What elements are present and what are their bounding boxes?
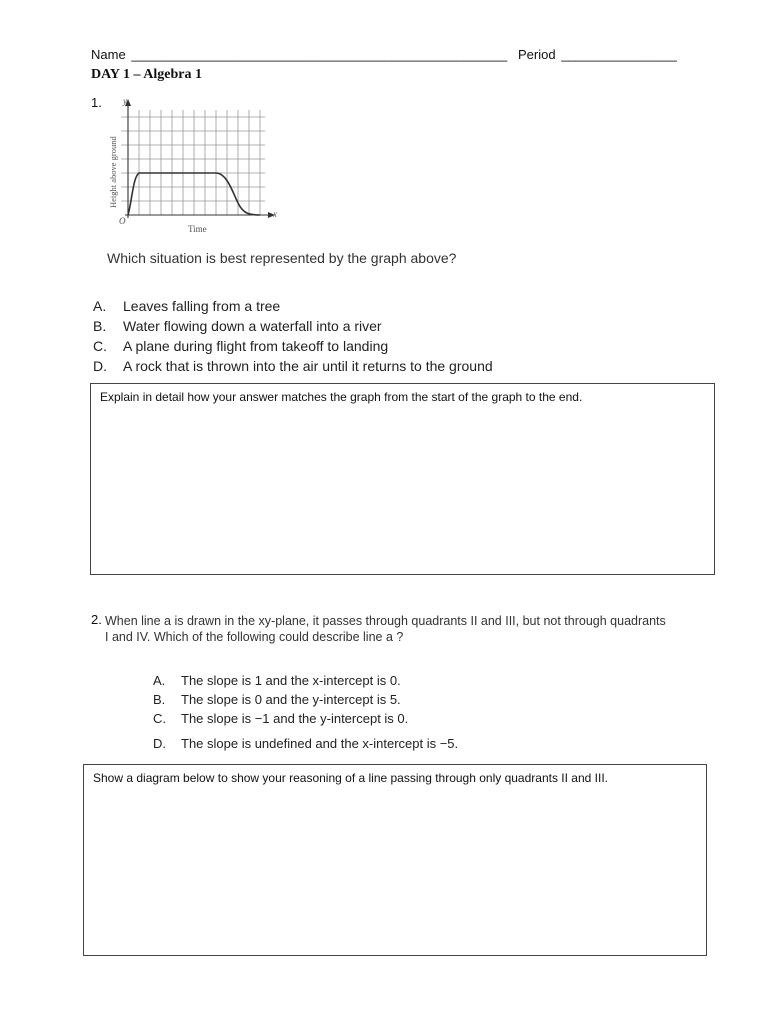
q1-number: 1.	[91, 95, 102, 110]
q2-answer-box[interactable]	[83, 764, 707, 956]
period-blank[interactable]: ________________	[561, 47, 677, 62]
name-line	[91, 47, 507, 62]
choice-text: A plane during flight from takeoff to landing	[123, 338, 389, 354]
q1-question: Which situation is best represented by the graph above?	[107, 250, 457, 266]
choice-letter: D.	[93, 358, 107, 374]
choice-letter: C.	[153, 711, 166, 726]
period-label: Period	[518, 47, 556, 62]
q2-choice-c[interactable]	[153, 711, 458, 736]
q1-choice-b[interactable]	[93, 318, 493, 338]
y-axis-letter: y	[123, 96, 127, 106]
q2-question-line1: When line a is drawn in the xy-plane, it passes through quadrants II and III, but not through quadrants	[105, 614, 666, 628]
q2-number: 2.	[91, 612, 102, 627]
choice-text: A rock that is thrown into the air until it returns to the ground	[123, 358, 493, 374]
choice-text: Leaves falling from a tree	[123, 298, 281, 314]
q1-answer-box[interactable]	[90, 383, 715, 575]
choice-text: The slope is −1 and the y-intercept is 0.	[181, 711, 409, 726]
q1-choice-a[interactable]	[93, 298, 493, 318]
q1-graph	[103, 93, 288, 238]
choice-letter: A.	[153, 673, 166, 688]
q1-choice-d[interactable]	[93, 358, 493, 378]
q2-question-line2: I and IV. Which of the following could describe line a ?	[105, 630, 404, 644]
y-axis-label: Height above ground	[108, 136, 118, 208]
q2-choice-a[interactable]	[153, 673, 458, 692]
name-label: Name	[91, 47, 126, 62]
q1-choice-c[interactable]	[93, 338, 493, 358]
x-axis-label: Time	[188, 224, 207, 234]
q1-choices	[93, 298, 493, 378]
choice-letter: B.	[153, 692, 166, 707]
period-line	[518, 47, 677, 62]
choice-letter: B.	[93, 318, 107, 334]
origin-label: O	[119, 216, 126, 226]
q2-box-prompt: Show a diagram below to show your reasoning of a line passing through only quadrants II and III.	[93, 771, 608, 785]
q2-question	[105, 613, 666, 645]
choice-text: The slope is 0 and the y-intercept is 5.	[181, 692, 401, 707]
choice-letter: C.	[93, 338, 107, 354]
name-blank[interactable]: ____________________________________________________	[131, 47, 508, 62]
q2-choice-b[interactable]	[153, 692, 458, 711]
q2-choices	[153, 673, 458, 755]
choice-text: Water flowing down a waterfall into a river	[123, 318, 382, 334]
choice-letter: A.	[93, 298, 107, 314]
page-title: DAY 1 – Algebra 1	[91, 67, 202, 82]
q1-box-prompt: Explain in detail how your answer matches the graph from the start of the graph to the end.	[100, 390, 583, 404]
graph-grid	[121, 110, 265, 215]
choice-text: The slope is undefined and the x-intercept is −5.	[181, 736, 459, 751]
q2-choice-d[interactable]	[153, 736, 458, 755]
choice-text: The slope is 1 and the x-intercept is 0.	[181, 673, 401, 688]
choice-letter: D.	[153, 736, 166, 751]
x-axis-letter: x	[273, 209, 277, 219]
